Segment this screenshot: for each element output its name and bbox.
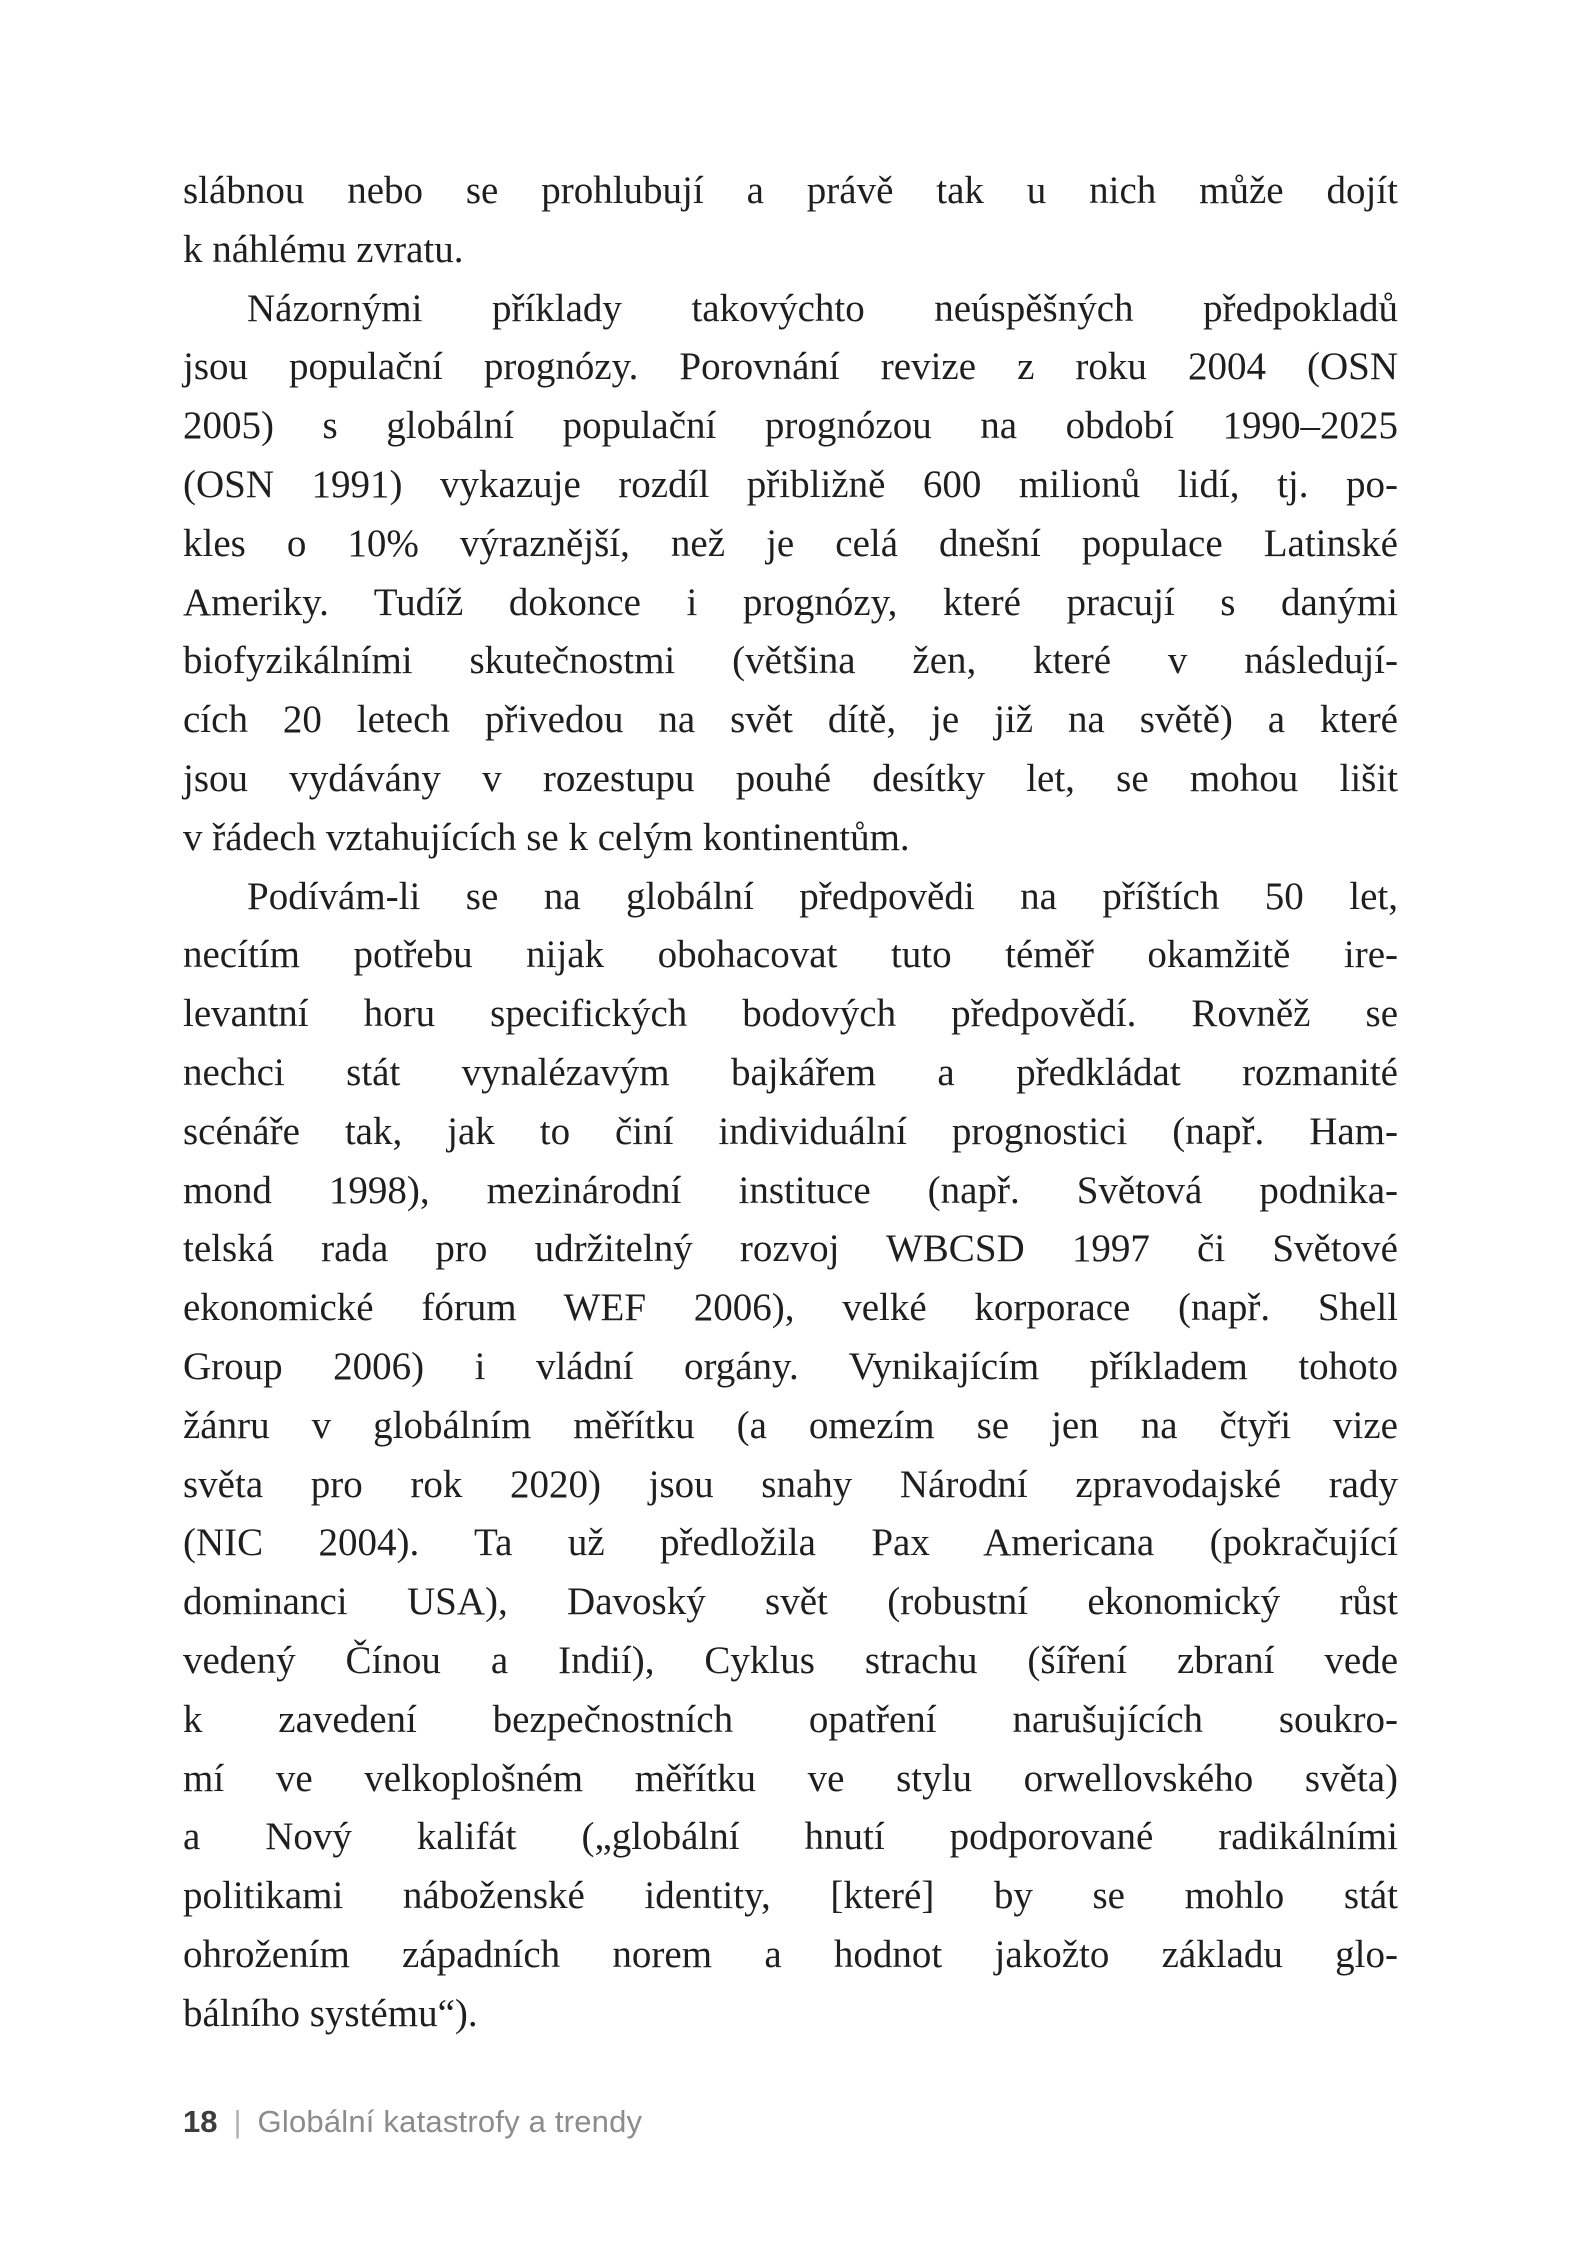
text-line: Podívám-li se na globální předpovědi na příštích 50 let, <box>247 874 1398 918</box>
footer-separator: | <box>233 2104 242 2139</box>
text-line: (OSN 1991) vykazuje rozdíl přibližně 600 milionů lidí, tj. po- <box>183 462 1398 506</box>
text-line: Ameriky. Tudíž dokonce i prognózy, které pracují s danými <box>183 580 1398 624</box>
text-line: kles o 10% výraznější, než je celá dnešní populace Latinské <box>183 521 1398 565</box>
text-line: a Nový kalifát („globální hnutí podporované radikálními <box>183 1815 1398 1859</box>
text-line: scénáře tak, jak to činí individuální prognostici (např. Ham- <box>183 1109 1398 1153</box>
text-line: jsou vydávány v rozestupu pouhé desítky let, se mohou lišit <box>183 756 1398 800</box>
text-line: ohrožením západních norem a hodnot jakožto základu glo- <box>183 1932 1398 1976</box>
text-line: k zavedení bezpečnostních opatření narušujících soukro- <box>183 1697 1398 1741</box>
text-line: jsou populační prognózy. Porovnání revize z roku 2004 (OSN <box>183 345 1398 389</box>
text-line: mí ve velkoplošném měřítku ve stylu orwellovského světa) <box>183 1756 1398 1800</box>
text-line: Názornými příklady takovýchto neúspěšných předpokladů <box>247 286 1398 330</box>
text-line: bálního systému“). <box>183 1991 478 2035</box>
text-line: (NIC 2004). Ta už předložila Pax Americana (pokračující <box>183 1521 1398 1565</box>
text-line: politikami náboženské identity, [které] by se mohlo stát <box>183 1874 1398 1918</box>
text-line: biofyzikálními skutečnostmi (většina žen, které v následují- <box>183 639 1398 683</box>
text-line: v řádech vztahujících se k celým kontinentům. <box>183 815 910 859</box>
page-footer <box>183 2104 642 2140</box>
text-line: k náhlému zvratu. <box>183 227 464 271</box>
text-line: levantní horu specifických bodových předpovědí. Rovněž se <box>183 992 1398 1036</box>
text-line: vedený Čínou a Indií), Cyklus strachu (šíření zbraní vede <box>183 1638 1398 1682</box>
page-number: 18 <box>183 2104 218 2139</box>
paragraph <box>183 162 1398 280</box>
text-line: 2005) s globální populační prognózou na období 1990–2025 <box>183 404 1398 448</box>
text-line: telská rada pro udržitelný rozvoj WBCSD 1997 či Světové <box>183 1227 1398 1271</box>
running-footer-title: Globální katastrofy a trendy <box>257 2104 643 2139</box>
text-line: Group 2006) i vládní orgány. Vynikajícím příkladem tohoto <box>183 1344 1398 1388</box>
body-text-block <box>183 162 1398 2044</box>
text-line: nechci stát vynalézavým bajkářem a předkládat rozmanité <box>183 1050 1398 1094</box>
text-line: světa pro rok 2020) jsou snahy Národní zpravodajské rady <box>183 1462 1398 1506</box>
paragraph <box>183 868 1398 2044</box>
text-line: dominanci USA), Davoský svět (robustní ekonomický růst <box>183 1580 1398 1624</box>
paragraph <box>183 280 1398 868</box>
text-line: cích 20 letech přivedou na svět dítě, je již na světě) a které <box>183 698 1398 742</box>
text-line: ekonomické fórum WEF 2006), velké korporace (např. Shell <box>183 1286 1398 1330</box>
text-line: slábnou nebo se prohlubují a právě tak u nich může dojít <box>183 169 1398 212</box>
text-line: necítím potřebu nijak obohacovat tuto téměř okamžitě ire- <box>183 933 1398 977</box>
text-line: žánru v globálním měřítku (a omezím se jen na čtyři vize <box>183 1403 1398 1447</box>
text-line: mond 1998), mezinárodní instituce (např. Světová podnika- <box>183 1168 1398 1212</box>
